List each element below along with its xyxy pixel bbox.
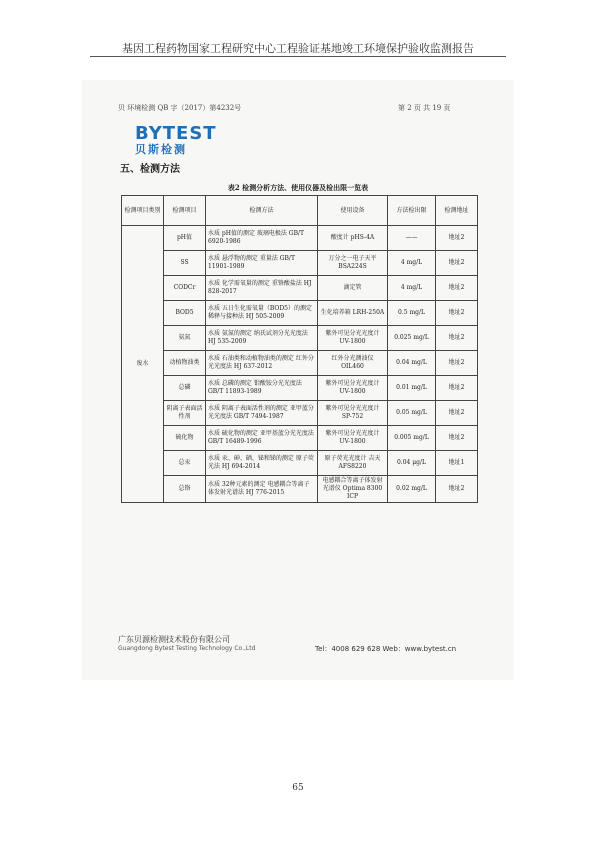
site-cell: 地址2	[436, 301, 478, 326]
footer-contact: Tel：4008 629 628 Web：www.bytest.cn	[315, 645, 457, 653]
item-cell: 氨氮	[164, 326, 206, 351]
limit-cell: 0.05 mg/L	[388, 401, 436, 426]
method-cell: 水质 氨氮的测定 纳氏试剂分光光度法 HJ 535-2009	[206, 326, 318, 351]
equipment-cell: 紫外可见分光光度计 SP-752	[318, 401, 388, 426]
equipment-cell: 原子荧光光度计 吉天 AFS8220	[318, 451, 388, 476]
limit-cell: 4 mg/L	[388, 276, 436, 301]
equipment-cell: 滴定管	[318, 276, 388, 301]
site-cell: 地址2	[436, 276, 478, 301]
report-title: 基因工程药物国家工程研究中心工程验证基地竣工环境保护验收监测报告	[122, 42, 474, 55]
site-cell: 地址2	[436, 426, 478, 451]
site-cell: 地址2	[436, 251, 478, 276]
footer-company-name: 广东贝源检测技术股份有限公司	[118, 635, 230, 644]
limit-cell: 0.01 mg/L	[388, 376, 436, 401]
bytest-logo	[135, 125, 215, 156]
item-cell: 动植物油类	[164, 351, 206, 376]
section-heading: 五、检测方法	[120, 164, 180, 175]
item-cell: BOD5	[164, 301, 206, 326]
report-reference: 贝 环境检测 QB 字（2017）第4232号	[118, 104, 242, 112]
table-row	[122, 451, 478, 476]
category-cell: 废水	[122, 226, 164, 503]
item-cell: SS	[164, 251, 206, 276]
method-cell: 水质 硫化物的测定 亚甲基蓝分光光度法 GB/T 16489-1996	[206, 426, 318, 451]
item-cell: 总铬	[164, 476, 206, 503]
logo-text-en: BYTEST	[135, 123, 217, 144]
method-cell: 水质 总磷的测定 钼酸铵分光光度法 GB/T 11893-1989	[206, 376, 318, 401]
header-item: 检测项目	[164, 196, 206, 226]
equipment-cell: 紫外可见分光光度计 UV-1800	[318, 326, 388, 351]
table-row	[122, 251, 478, 276]
method-cell: 水质 石油类和动植物油类的测定 红外分光光度法 HJ 637-2012	[206, 351, 318, 376]
methods-table	[121, 195, 478, 503]
site-cell: 地址2	[436, 376, 478, 401]
table-row	[122, 301, 478, 326]
limit-cell: 0.02 mg/L	[388, 476, 436, 503]
item-cell: 总汞	[164, 451, 206, 476]
header-equipment: 使用设备	[318, 196, 388, 226]
site-cell: 地址2	[436, 351, 478, 376]
item-cell: CODCr	[164, 276, 206, 301]
limit-cell: 0.5 mg/L	[388, 301, 436, 326]
table-row	[122, 276, 478, 301]
site-cell: 地址2	[436, 326, 478, 351]
limit-cell: 0.04 μg/L	[388, 451, 436, 476]
method-cell: 水质 汞、砷、硒、铋和锑的测定 原子荧光法 HJ 694-2014	[206, 451, 318, 476]
method-cell: 水质 阴离子表面活性剂的测定 亚甲蓝分光光度法 GB/T 7494-1987	[206, 401, 318, 426]
header-site: 检测地址	[436, 196, 478, 226]
method-cell: 水质 五日生化需氧量（BOD5）的测定 稀释与接种法 HJ 505-2009	[206, 301, 318, 326]
header-method: 检测方法	[206, 196, 318, 226]
equipment-cell: 万分之一电子天平 BSA224S	[318, 251, 388, 276]
table-row	[122, 351, 478, 376]
item-cell: 硫化物	[164, 426, 206, 451]
logo-text-cn: 贝斯检测	[135, 143, 187, 156]
table-row	[122, 376, 478, 401]
table-row	[122, 326, 478, 351]
limit-cell: 0.025 mg/L	[388, 326, 436, 351]
equipment-cell: 紫外可见分光光度计 UV-1800	[318, 376, 388, 401]
table-row	[122, 401, 478, 426]
page-number: 65	[292, 783, 304, 793]
method-cell: 水质 pH值的测定 玻璃电极法 GB/T 6920-1986	[206, 226, 318, 251]
equipment-cell: 红外分光测油仪 OIL460	[318, 351, 388, 376]
header-limit: 方法检出限	[388, 196, 436, 226]
item-cell: 阴离子表面活性剂	[164, 401, 206, 426]
equipment-cell: 酸度计 pHS-4A	[318, 226, 388, 251]
equipment-cell: 紫外可见分光光度计 UV-1800	[318, 426, 388, 451]
header-divider	[90, 56, 506, 57]
footer-company-name-en: Guangdong Bytest Testing Technology Co.,Ltd	[118, 645, 256, 652]
method-cell: 水质 化学需氧量的测定 重铬酸盐法 HJ 828-2017	[206, 276, 318, 301]
table-row	[122, 426, 478, 451]
limit-cell: 4 mg/L	[388, 251, 436, 276]
equipment-cell: 生化培养箱 LRH-250A	[318, 301, 388, 326]
header-category: 检测项目类别	[122, 196, 164, 226]
site-cell: 地址1	[436, 451, 478, 476]
table-header-row	[122, 196, 478, 226]
limit-cell: ——	[388, 226, 436, 251]
site-cell: 地址2	[436, 226, 478, 251]
table-row	[122, 476, 478, 503]
scan-page-info: 第 2 页 共 19 页	[398, 104, 451, 112]
method-cell: 水质 32种元素的测定 电感耦合等离子体发射光谱法 HJ 776-2015	[206, 476, 318, 503]
method-cell: 水质 悬浮物的测定 重量法 GB/T 11901-1989	[206, 251, 318, 276]
site-cell: 地址2	[436, 401, 478, 426]
table-row	[122, 226, 478, 251]
limit-cell: 0.005 mg/L	[388, 426, 436, 451]
item-cell: pH值	[164, 226, 206, 251]
limit-cell: 0.04 mg/L	[388, 351, 436, 376]
table-caption: 表2 检测分析方法、使用仪器及检出限一览表	[227, 183, 369, 192]
item-cell: 总磷	[164, 376, 206, 401]
site-cell: 地址2	[436, 476, 478, 503]
equipment-cell: 电感耦合等离子体发射光谱仪 Optima 8300 ICP	[318, 476, 388, 503]
